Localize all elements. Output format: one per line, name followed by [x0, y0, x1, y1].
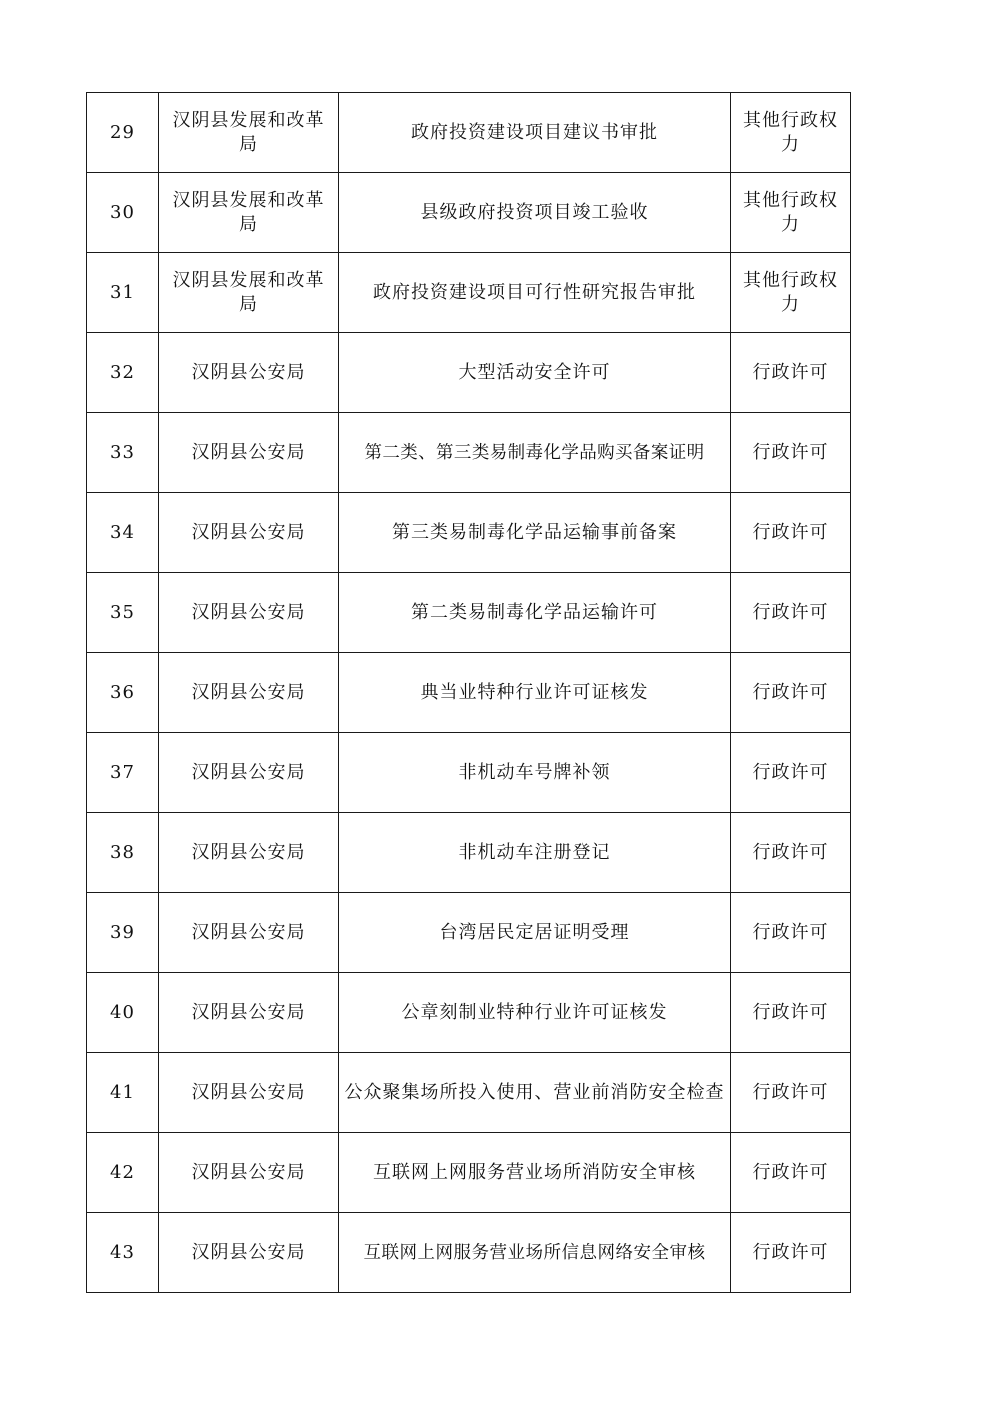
- department-text: 汉阴县发展和改革局: [172, 189, 325, 235]
- power-list-table: [86, 92, 851, 1293]
- item-name-cell: 政府投资建设项目建议书审批: [339, 93, 731, 173]
- table-row: [87, 493, 851, 573]
- row-number-cell: 39: [87, 893, 159, 973]
- power-type-cell: 行政许可: [731, 973, 851, 1053]
- item-name-cell: 互联网上网服务营业场所消防安全审核: [339, 1133, 731, 1213]
- power-type-cell: [731, 93, 851, 173]
- department-cell: 汉阴县公安局: [159, 653, 339, 733]
- item-name-cell: 大型活动安全许可: [339, 333, 731, 413]
- power-type-cell: 行政许可: [731, 413, 851, 493]
- table-row: [87, 333, 851, 413]
- department-text: 汉阴县发展和改革局: [172, 109, 325, 155]
- department-cell: 汉阴县公安局: [159, 573, 339, 653]
- department-cell: 汉阴县公安局: [159, 813, 339, 893]
- row-number-cell: 30: [87, 173, 159, 253]
- power-type-cell: [731, 173, 851, 253]
- row-number-cell: 35: [87, 573, 159, 653]
- power-type-cell: 行政许可: [731, 493, 851, 573]
- row-number-cell: 34: [87, 493, 159, 573]
- power-type-cell: 行政许可: [731, 1053, 851, 1133]
- department-cell: 汉阴县公安局: [159, 733, 339, 813]
- table-row: [87, 893, 851, 973]
- power-type-cell: 行政许可: [731, 653, 851, 733]
- item-name-cell: 第二类易制毒化学品运输许可: [339, 573, 731, 653]
- power-type-text: 其他行政权力: [743, 189, 838, 235]
- department-cell: [159, 93, 339, 173]
- item-name-cell: 政府投资建设项目可行性研究报告审批: [339, 253, 731, 333]
- row-number-cell: 38: [87, 813, 159, 893]
- department-cell: 汉阴县公安局: [159, 1213, 339, 1293]
- item-name-cell: 典当业特种行业许可证核发: [339, 653, 731, 733]
- table-row: [87, 173, 851, 253]
- item-name-cell: 非机动车号牌补领: [339, 733, 731, 813]
- table-row: [87, 253, 851, 333]
- item-name-cell: 县级政府投资项目竣工验收: [339, 173, 731, 253]
- row-number-cell: 42: [87, 1133, 159, 1213]
- power-type-cell: 行政许可: [731, 333, 851, 413]
- department-cell: 汉阴县公安局: [159, 413, 339, 493]
- power-type-cell: 行政许可: [731, 733, 851, 813]
- table-row: [87, 413, 851, 493]
- department-cell: [159, 253, 339, 333]
- power-type-cell: 行政许可: [731, 573, 851, 653]
- item-name-cell: 第二类、第三类易制毒化学品购买备案证明: [339, 413, 731, 493]
- row-number-cell: 31: [87, 253, 159, 333]
- row-number-cell: 37: [87, 733, 159, 813]
- table-row: [87, 1053, 851, 1133]
- table-row: [87, 813, 851, 893]
- item-name-cell: 公众聚集场所投入使用、营业前消防安全检查: [339, 1053, 731, 1133]
- row-number-cell: 32: [87, 333, 159, 413]
- row-number-cell: 43: [87, 1213, 159, 1293]
- department-cell: 汉阴县公安局: [159, 1053, 339, 1133]
- table-row: [87, 93, 851, 173]
- table-row: [87, 973, 851, 1053]
- table-row: [87, 1133, 851, 1213]
- item-name-cell: 公章刻制业特种行业许可证核发: [339, 973, 731, 1053]
- power-type-cell: 行政许可: [731, 813, 851, 893]
- table-row: [87, 653, 851, 733]
- row-number-cell: 40: [87, 973, 159, 1053]
- department-cell: [159, 173, 339, 253]
- item-name-cell: 台湾居民定居证明受理: [339, 893, 731, 973]
- table-row: [87, 573, 851, 653]
- row-number-cell: 36: [87, 653, 159, 733]
- table-row: [87, 1213, 851, 1293]
- department-cell: 汉阴县公安局: [159, 973, 339, 1053]
- department-cell: 汉阴县公安局: [159, 893, 339, 973]
- item-name-cell: 非机动车注册登记: [339, 813, 731, 893]
- power-type-cell: [731, 253, 851, 333]
- row-number-cell: 29: [87, 93, 159, 173]
- department-cell: 汉阴县公安局: [159, 493, 339, 573]
- department-text: 汉阴县发展和改革局: [172, 269, 325, 315]
- power-type-text: 其他行政权力: [743, 269, 838, 315]
- power-type-cell: 行政许可: [731, 1213, 851, 1293]
- item-name-cell: 第三类易制毒化学品运输事前备案: [339, 493, 731, 573]
- item-name-cell: 互联网上网服务营业场所信息网络安全审核: [339, 1213, 731, 1293]
- row-number-cell: 41: [87, 1053, 159, 1133]
- power-type-cell: 行政许可: [731, 893, 851, 973]
- department-cell: 汉阴县公安局: [159, 1133, 339, 1213]
- power-type-text: 其他行政权力: [743, 109, 838, 155]
- row-number-cell: 33: [87, 413, 159, 493]
- power-type-cell: 行政许可: [731, 1133, 851, 1213]
- department-cell: 汉阴县公安局: [159, 333, 339, 413]
- table-row: [87, 733, 851, 813]
